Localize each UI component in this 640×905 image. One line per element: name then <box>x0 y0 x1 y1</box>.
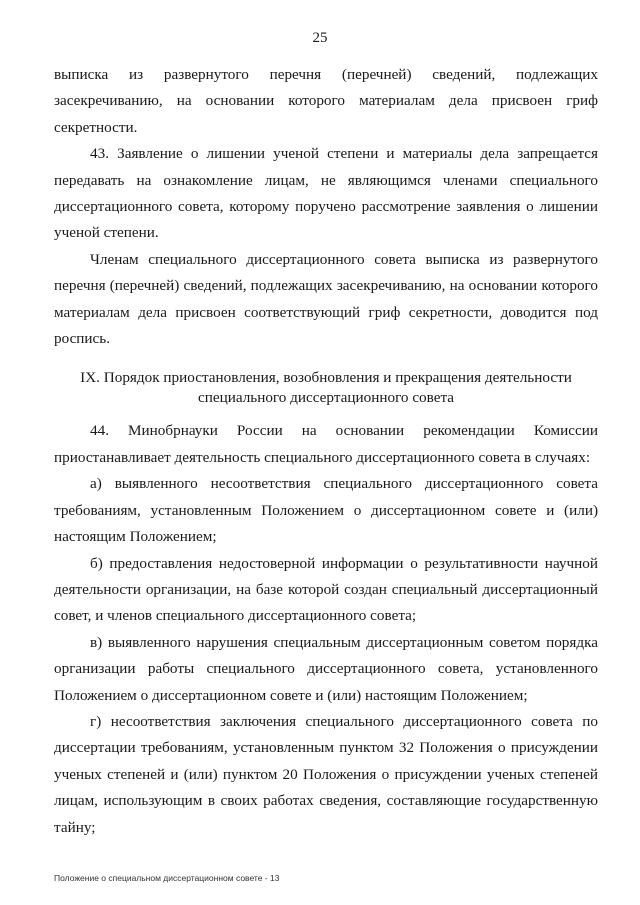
paragraph: выписка из развернутого перечня (перечней) сведений, подлежащих засекречиванию, на основании которого материалам дела присвоен гриф секретности. <box>54 66 598 136</box>
paragraph: Членам специального диссертационного совета выписка из развернутого перечня (перечней) сведений, подлежащих засекречиванию, на основании которого материалам дела присвоен соответствующий гриф секретности, доводится под роспись. <box>54 250 598 348</box>
section-heading-line: IX. Порядок приостановления, возобновления и прекращения деятельности <box>80 369 572 387</box>
paragraph-44: 44. Минобрнауки России на основании рекомендации Комиссии приостанавливает деятельность специального диссертационного совета в случаях: <box>54 422 598 466</box>
list-item-g: г) несоответствия заключения специального диссертационного совета по диссертации требованиям, установленным пунктом 32 Положения о присуждении ученых степеней и (или) пунктом 20 Положения о присуждении ученых степеней лицам, использующим в своих работах сведения, составляющие государственную тайну; <box>54 712 598 836</box>
document-body <box>54 62 598 841</box>
list-item-a: а) выявленного несоответствия специального диссертационного совета требованиям, установленным Положением о диссертационном совете и (или) настоящим Положением; <box>54 475 598 546</box>
section-heading <box>54 368 598 408</box>
paragraph-43: 43. Заявление о лишении ученой степени и материалы дела запрещается передавать на ознакомление лицам, не являющимся членами специального диссертационного совета, которому поручено рассмотрение заявления о лишении ученой степени. <box>54 145 598 242</box>
page-footer: Положение о специальном диссертационном совете - 13 <box>54 873 280 883</box>
section-heading-line: специального диссертационного совета <box>197 389 455 407</box>
list-item-v: в) выявленного нарушения специальным диссертационным советом порядка организации работы специального диссертационного совета, установленного Положением о диссертационном совете и (или) настоящим Положением; <box>54 633 598 704</box>
list-item-b: б) предоставления недостоверной информации о результативности научной деятельности организации, на базе которой создан специальный диссертационный совет, и членов специального диссертационного совета; <box>54 554 598 625</box>
page-number: 25 <box>312 30 328 46</box>
